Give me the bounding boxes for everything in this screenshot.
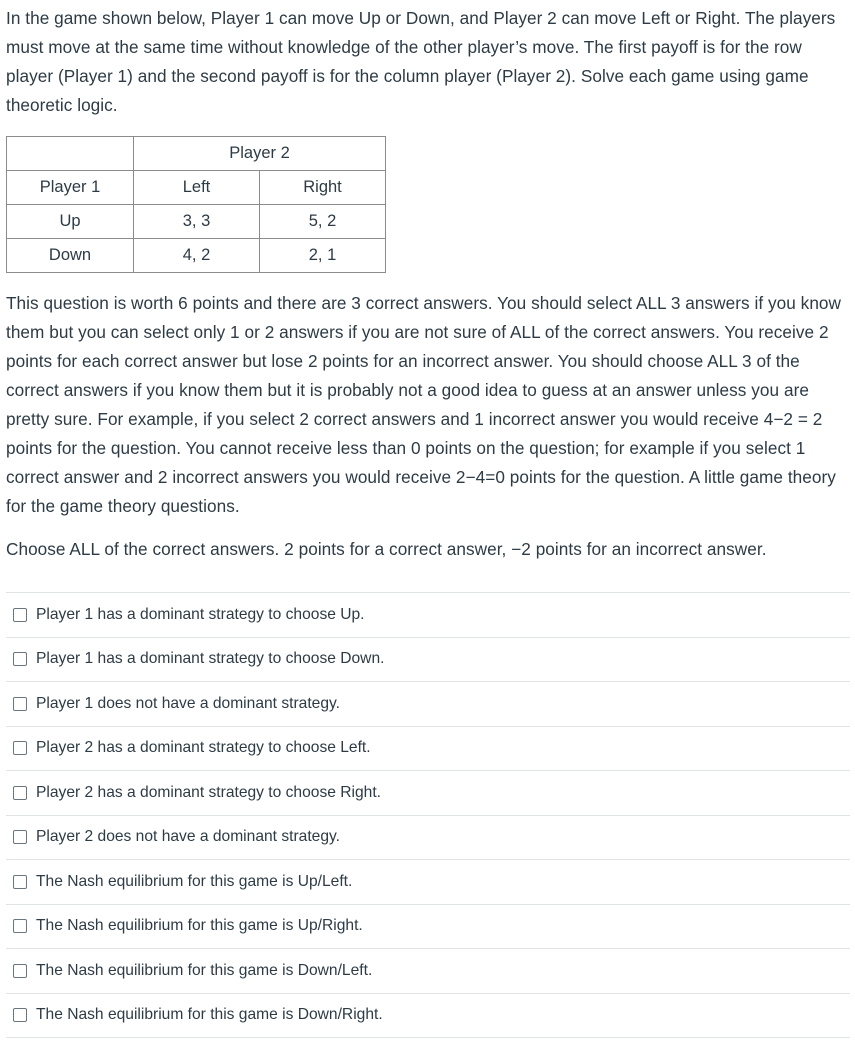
answer-option[interactable] <box>6 771 850 816</box>
answer-label: Player 1 does not have a dominant strategy. <box>36 694 340 712</box>
answer-label: Player 2 does not have a dominant strategy. <box>36 828 340 846</box>
answer-label: The Nash equilibrium for this game is Down/Left. <box>36 961 373 979</box>
answer-checkbox[interactable] <box>13 608 27 622</box>
answer-checkbox[interactable] <box>13 652 27 666</box>
answer-option[interactable] <box>6 816 850 861</box>
answer-label: The Nash equilibrium for this game is Up/Right. <box>36 917 363 935</box>
player1-header: Player 1 <box>7 171 134 205</box>
answer-label: Player 1 has a dominant strategy to choose Up. <box>36 605 365 623</box>
payoff-up-left: 3, 3 <box>134 205 260 239</box>
column-left-header: Left <box>134 171 260 205</box>
answer-label: Player 2 has a dominant strategy to choose Left. <box>36 739 371 757</box>
answer-option[interactable] <box>6 860 850 905</box>
answer-label: The Nash equilibrium for this game is Up/Left. <box>36 872 353 890</box>
row-down-label: Down <box>7 239 134 273</box>
payoff-row-up <box>7 205 386 239</box>
question-prompt: In the game shown below, Player 1 can move Up or Down, and Player 2 can move Left or Right. The players must move at the same time without knowledge of the other player’s move. The first payoff is for the row player (Player 1) and the second payoff is for the column player (Player 2). Solve each game using game theoretic logic. <box>6 8 836 115</box>
payoff-corner-cell <box>7 137 134 171</box>
payoff-header-row <box>7 137 386 171</box>
answer-checkbox[interactable] <box>13 830 27 844</box>
answer-checkbox[interactable] <box>13 786 27 800</box>
answer-option[interactable] <box>6 994 850 1039</box>
column-right-header: Right <box>260 171 386 205</box>
answer-option[interactable] <box>6 682 850 727</box>
answer-checkbox[interactable] <box>13 875 27 889</box>
answer-checkbox[interactable] <box>13 1008 27 1022</box>
answer-checkbox[interactable] <box>13 741 27 755</box>
payoff-up-right: 5, 2 <box>260 205 386 239</box>
row-up-label: Up <box>7 205 134 239</box>
answer-option[interactable] <box>6 949 850 994</box>
answer-label: Player 2 has a dominant strategy to choose Right. <box>36 783 381 801</box>
answer-checkbox[interactable] <box>13 697 27 711</box>
answer-option[interactable] <box>6 727 850 772</box>
answer-label: The Nash equilibrium for this game is Down/Right. <box>36 1006 383 1024</box>
answer-checkbox[interactable] <box>13 964 27 978</box>
payoff-subheader-row <box>7 171 386 205</box>
question-instructions: This question is worth 6 points and there are 3 correct answers. You should select ALL 3 answers if you know them but you can select only 1 or 2 answers if you are not sure of ALL of the correct answers. You receive 2 points for each correct answer but lose 2 points for an incorrect answer. You should choose ALL 3 of the correct answers if you know them but it is probably not a good idea to guess at an answer unless you are pretty sure. For example, if you select 2 correct answers and 1 incorrect answer you would receive 4−2 = 2 points for the question. You cannot receive less than 0 points on the question; for example if you select 1 correct answer and 2 incorrect answers you would receive 2−4=0 points for the question. A little game theory for the game theory questions. <box>6 293 841 516</box>
payoff-down-right: 2, 1 <box>260 239 386 273</box>
payoff-table <box>6 136 386 273</box>
player2-header: Player 2 <box>134 137 386 171</box>
choose-all-instruction: Choose ALL of the correct answers. 2 points for a correct answer, −2 points for an incorrect answer. <box>6 539 767 559</box>
answer-checkbox[interactable] <box>13 919 27 933</box>
payoff-row-down <box>7 239 386 273</box>
answer-option[interactable] <box>6 638 850 683</box>
answer-option[interactable] <box>6 593 850 638</box>
answer-list <box>6 592 850 1038</box>
payoff-down-left: 4, 2 <box>134 239 260 273</box>
answer-label: Player 1 has a dominant strategy to choose Down. <box>36 650 385 668</box>
answer-option[interactable] <box>6 905 850 950</box>
